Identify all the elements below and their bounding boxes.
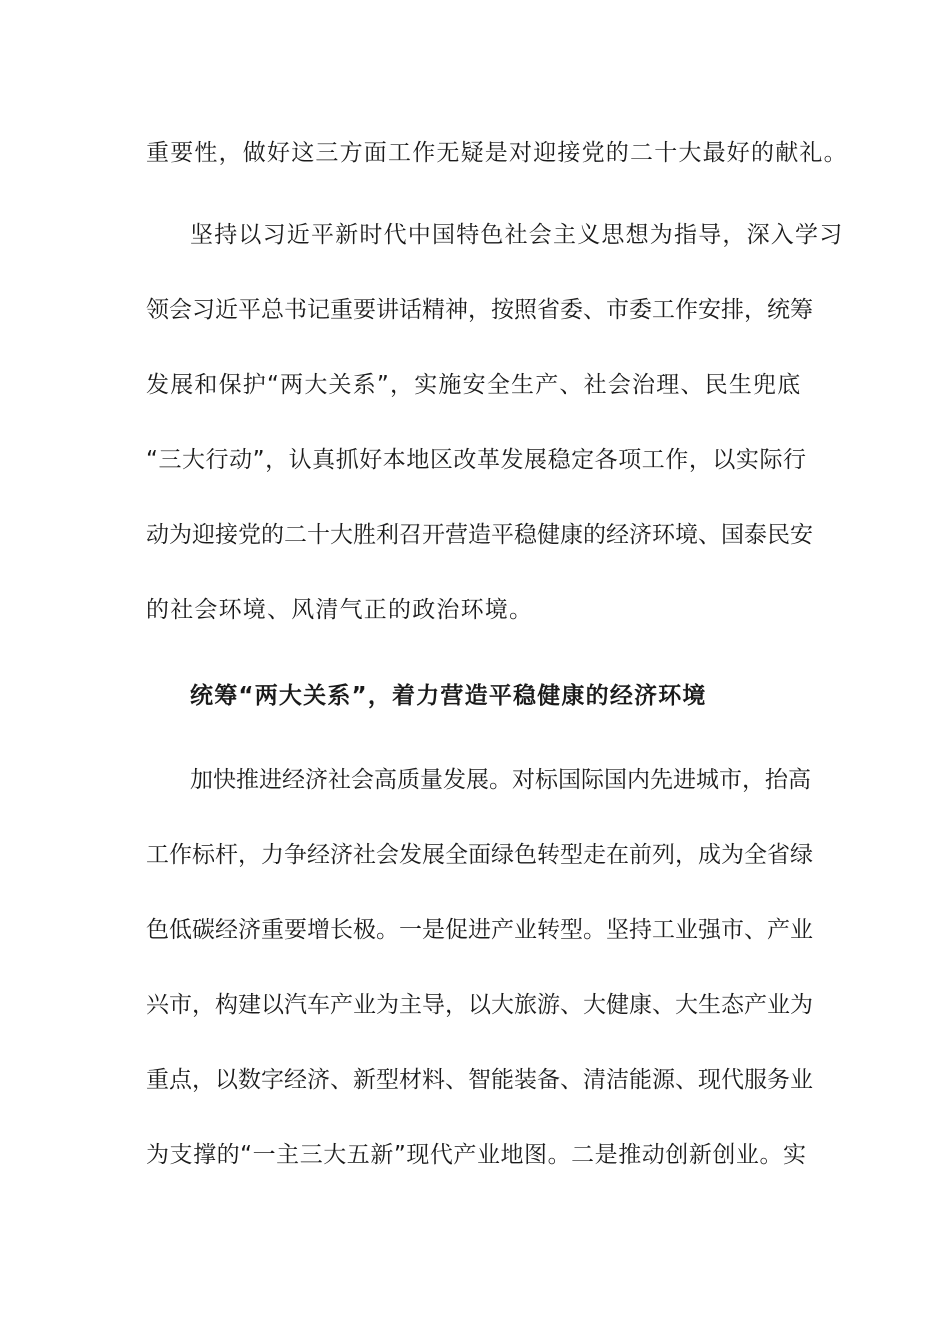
paragraph-3-line-2: 工作标杆，力争经济社会发展全面绿色转型走在前列，成为全省绿 (146, 842, 813, 868)
paragraph-2-line-1: 坚持以习近平新时代中国特色社会主义思想为指导，深入学习 (190, 222, 844, 248)
section-heading: 统筹“两大关系”，着力营造平稳健康的经济环境 (190, 683, 707, 709)
paragraph-3-line-5: 重点，以数字经济、新型材料、智能装备、清洁能源、现代服务业 (146, 1067, 813, 1093)
paragraph-2-line-5: 动为迎接党的二十大胜利召开营造平稳健康的经济环境、国泰民安 (146, 522, 813, 548)
paragraph-3-line-6: 为支撑的“一主三大五新”现代产业地图。二是推动创新创业。实 (146, 1142, 806, 1168)
paragraph-1-line-1: 重要性，做好这三方面工作无疑是对迎接党的二十大最好的献礼。 (146, 140, 848, 166)
paragraph-3-line-4: 兴市，构建以汽车产业为主导，以大旅游、大健康、大生态产业为 (146, 992, 813, 1018)
paragraph-3-line-3: 色低碳经济重要增长极。一是促进产业转型。坚持工业强市、产业 (146, 917, 813, 943)
paragraph-2-line-3: 发展和保护“两大关系”，实施安全生产、社会治理、民生兜底 (146, 372, 802, 398)
paragraph-3-line-1: 加快推进经济社会高质量发展。对标国际国内先进城市，抬高 (190, 767, 811, 793)
paragraph-2-line-6: 的社会环境、风清气正的政治环境。 (146, 597, 534, 623)
paragraph-2-line-4: “三大行动”，认真抓好本地区改革发展稳定各项工作，以实际行 (146, 447, 806, 473)
paragraph-2-line-2: 领会习近平总书记重要讲话精神，按照省委、市委工作安排，统筹 (146, 297, 813, 323)
